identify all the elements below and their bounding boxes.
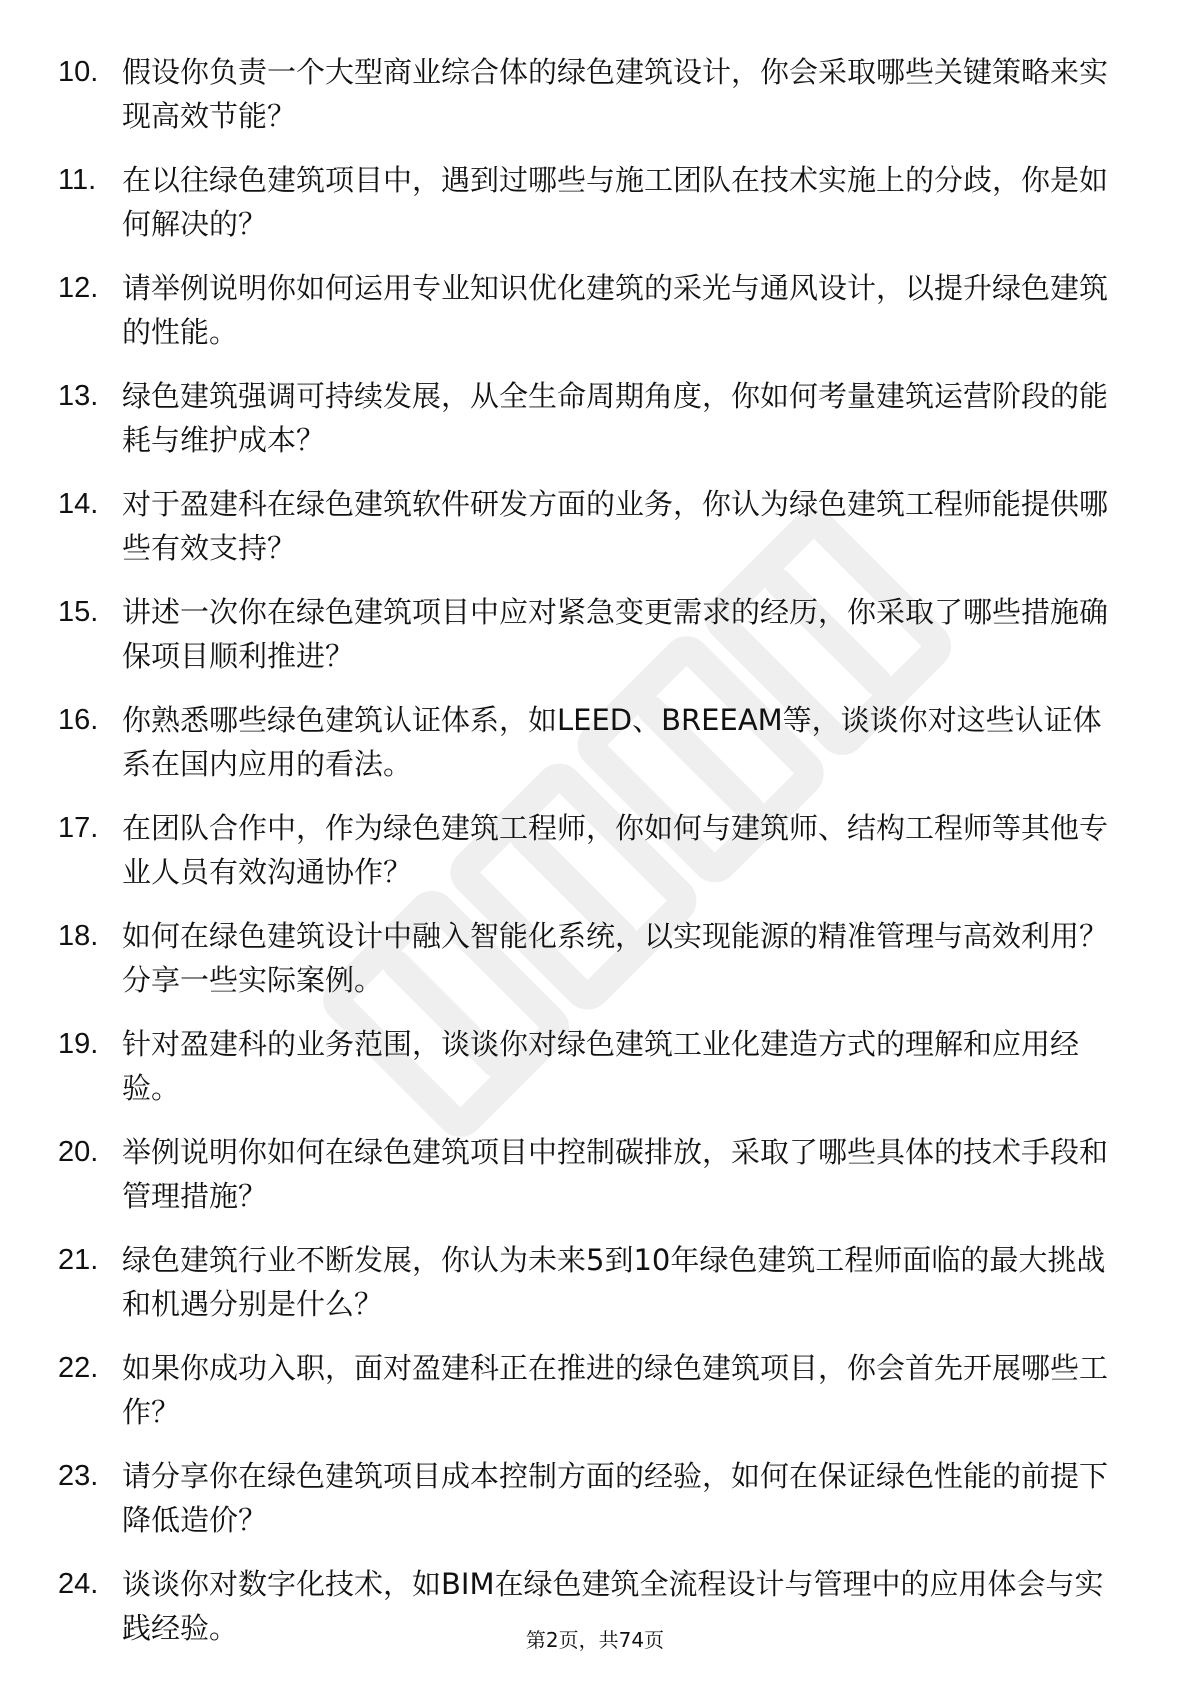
question-text: 如何在绿色建筑设计中融入智能化系统，以实现能源的精准管理与高效利用？分享一些实际案例。 [122, 919, 1109, 997]
question-item [58, 806, 1128, 894]
question-item [58, 266, 1128, 354]
question-number: 19. [58, 1028, 99, 1060]
question-text: 在团队合作中，作为绿色建筑工程师，你如何与建筑师、结构工程师等其他专业人员有效沟通协作？ [122, 811, 1109, 889]
question-number: 13. [58, 380, 99, 412]
question-item [58, 1238, 1128, 1326]
question-item [58, 158, 1128, 246]
question-number: 10. [58, 56, 99, 88]
question-text: 如果你成功入职，面对盈建科正在推进的绿色建筑项目，你会首先开展哪些工作？ [122, 1351, 1109, 1429]
question-text: 讲述一次你在绿色建筑项目中应对紧急变更需求的经历，你采取了哪些措施确保项目顺利推进？ [122, 595, 1109, 673]
question-number: 11. [58, 164, 97, 196]
question-number: 20. [58, 1136, 99, 1168]
question-number: 16. [58, 704, 99, 736]
question-item [58, 1130, 1128, 1218]
question-number: 17. [58, 812, 99, 844]
question-number: 24. [58, 1568, 99, 1600]
page-footer [0, 1627, 1190, 1653]
question-number: 23. [58, 1460, 99, 1492]
question-text: 请举例说明你如何运用专业知识优化建筑的采光与通风设计，以提升绿色建筑的性能。 [122, 271, 1109, 349]
question-number: 22. [58, 1352, 99, 1384]
page-number-label: 第2页，共74页 [525, 1628, 665, 1652]
question-item [58, 50, 1128, 138]
question-text: 请分享你在绿色建筑项目成本控制方面的经验，如何在保证绿色性能的前提下降低造价？ [122, 1459, 1109, 1537]
question-item [58, 590, 1128, 678]
question-item [58, 1346, 1128, 1434]
question-list [58, 50, 1128, 1670]
question-text: 针对盈建科的业务范围，谈谈你对绿色建筑工业化建造方式的理解和应用经验。 [122, 1027, 1080, 1105]
question-item [58, 374, 1128, 462]
question-item [58, 482, 1128, 570]
question-number: 14. [58, 488, 99, 520]
question-item [58, 1022, 1128, 1110]
question-text: 你熟悉哪些绿色建筑认证体系，如LEED、BREEAM等，谈谈你对这些认证体系在国内应用的看法。 [122, 703, 1102, 781]
question-number: 15. [58, 596, 99, 628]
question-text: 举例说明你如何在绿色建筑项目中控制碳排放，采取了哪些具体的技术手段和管理措施？ [122, 1135, 1109, 1213]
question-item [58, 1454, 1128, 1542]
question-item [58, 914, 1128, 1002]
question-number: 18. [58, 920, 99, 952]
question-number: 21. [58, 1244, 99, 1276]
question-text: 谈谈你对数字化技术，如BIM在绿色建筑全流程设计与管理中的应用体会与实践经验。 [122, 1567, 1104, 1645]
question-text: 对于盈建科在绿色建筑软件研发方面的业务，你认为绿色建筑工程师能提供哪些有效支持？ [122, 487, 1109, 565]
question-number: 12. [58, 272, 99, 304]
question-text: 在以往绿色建筑项目中，遇到过哪些与施工团队在技术实施上的分歧，你是如何解决的？ [122, 163, 1109, 241]
question-text: 绿色建筑行业不断发展，你认为未来5到10年绿色建筑工程师面临的最大挑战和机遇分别是什么？ [122, 1243, 1106, 1321]
question-item [58, 698, 1128, 786]
question-text: 绿色建筑强调可持续发展，从全生命周期角度，你如何考量建筑运营阶段的能耗与维护成本？ [122, 379, 1109, 457]
question-text: 假设你负责一个大型商业综合体的绿色建筑设计，你会采取哪些关键策略来实现高效节能？ [122, 55, 1109, 133]
